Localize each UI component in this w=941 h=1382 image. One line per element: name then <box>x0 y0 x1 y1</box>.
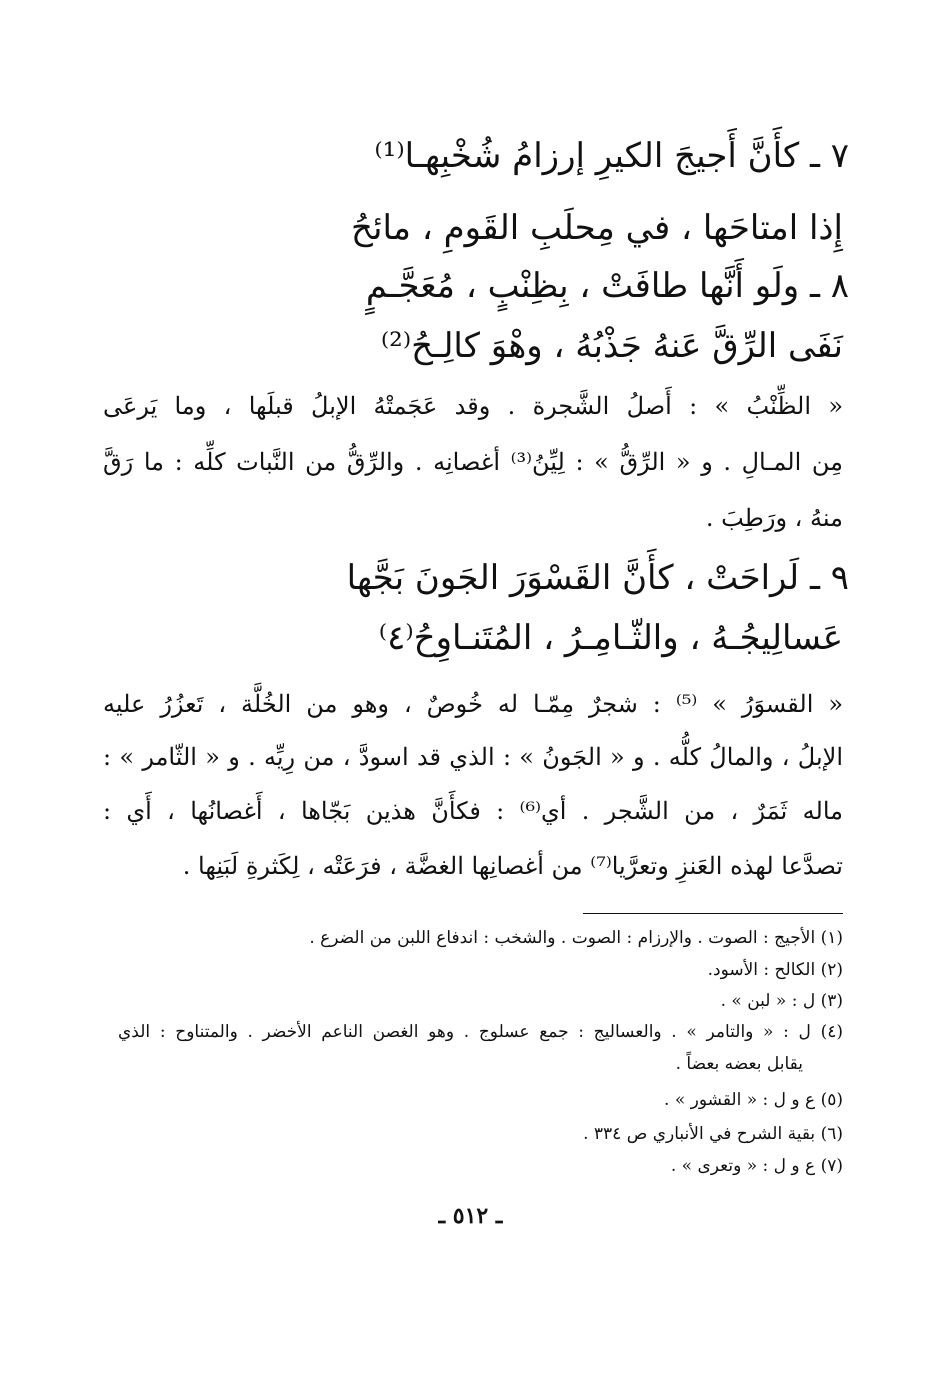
footnote-4-continuation: يقابل بعضه بعضاً . <box>675 1054 803 1074</box>
commentary-1-line-3: منهُ ، ورَطِبَ . <box>705 504 843 532</box>
verse-9-first-hemistich: ٩ ـ لَراحَتْ ، كأَنَّ القَسْوَرَ الجَونَ بَجَّها <box>346 558 849 598</box>
footnote-7: (٧) ع و ل : « وتعرى » . <box>670 1156 843 1176</box>
verse-7-second-hemistich: إِذا امتاحَها ، في مِحلَبِ القَومِ ، مائحُ <box>351 208 843 248</box>
verse-8-first-hemistich: ٨ ـ ولَو أَنَّها طافَتْ ، بِظِنْبٍ ، مُعَجَّـمٍ <box>365 266 849 306</box>
verse-8-second-hemistich: نَفَى الرِّقَّ عَنهُ جَذْبُهُ ، وهْوَ كالِـحُ⁽²⁾ <box>380 326 843 366</box>
footnote-2: (٢) الكالح : الأسود. <box>707 960 843 980</box>
commentary-2-line-1: « القسوَرُ » ⁽⁵⁾ : شجرٌ مِمّـا له خُوصٌ ، وهو من الخُلَّة ، تَعزُرُ عليه <box>103 690 844 718</box>
footnote-3: (٣) ل : « لبن » . <box>720 991 843 1011</box>
commentary-2-line-3: ماله ثَمَرٌ ، من الشَّجر . أي⁽⁶⁾ : فكأَنَّ هذين بَجّاها ، أَغصانُها ، أَي : <box>103 797 844 825</box>
footnote-6: (٦) بقية الشرح في الأنباري ص ٣٣٤ . <box>583 1124 843 1144</box>
footnote-5: (٥) ع و ل : « القشور » . <box>664 1090 843 1110</box>
commentary-2-line-2: الإبلُ ، والمالُ كلُّه . و « الجَونُ » : الذي قد اسودَّ ، من رِيِّه . و « الثّامر » : <box>103 743 843 771</box>
footnote-divider <box>583 913 843 914</box>
footnote-4: (٤) ل : « والتامر » . والعساليج : جمع عسلوج . وهو الغصن الناعم الأخضر . والمتناوح : الذي <box>118 1022 843 1042</box>
commentary-1-line-2: مِن المـالِ . و « الرِّقُّ » : لِيِّنُ⁽³⁾ أغصانِه . والرِّقُّ من النَّبات كلِّه : ما رَقَّ <box>103 448 843 476</box>
commentary-1-line-1: « الظِّنْبُ » : أَصلُ الشَّجرة . وقد عَجَمتْهُ الإبلُ قبلَها ، وما يَرعَى <box>103 392 843 420</box>
page-number: ـ ٥١٢ ـ <box>438 1203 503 1229</box>
footnote-1: (١) الأجيج : الصوت . والإرزام : الصوت . والشخب : اندفاع اللبن من الضرع . <box>309 928 843 948</box>
verse-7-first-hemistich: ٧ ـ كأَنَّ أَجيجَ الكيرِ إرزامُ شُخْبِهـا⁽¹⁾ <box>374 136 849 176</box>
verse-9-second-hemistich: عَسالِيجُـهُ ، والثّـامِـرُ ، المُتَنـاوِحُ⁽٤⁾ <box>378 618 843 658</box>
commentary-2-line-4: تصدَّعا لهذه العَنزِ وتعرَّيا⁽⁷⁾ من أغصانِها الغضَّة ، فرَعَتْه ، لِكَثرةِ لَبَنِها . <box>182 852 843 880</box>
